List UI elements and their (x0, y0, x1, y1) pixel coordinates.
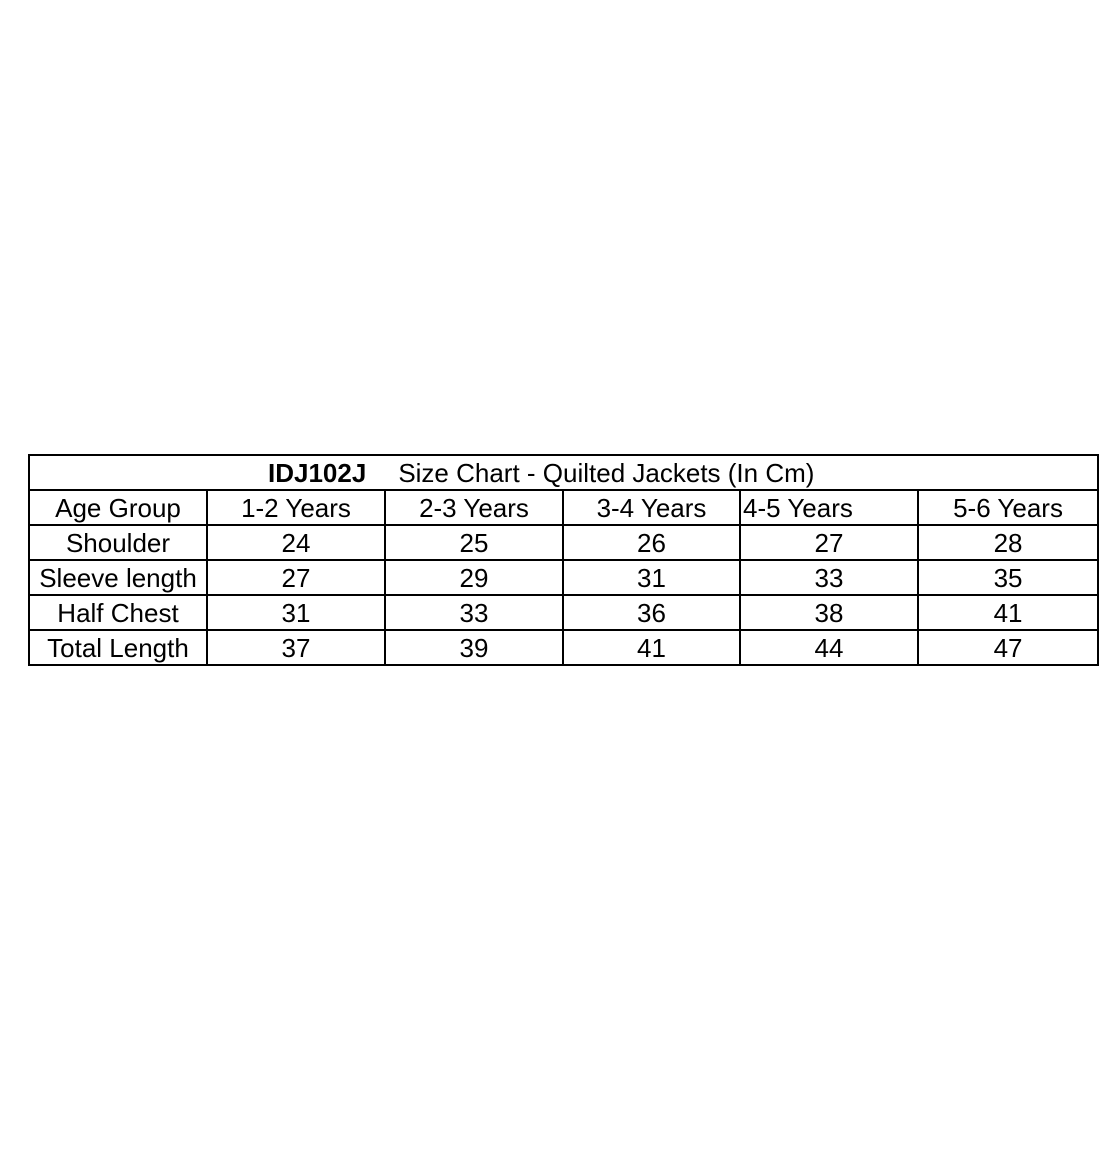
table-cell: 41 (563, 630, 740, 665)
header-row (29, 490, 1098, 525)
table-cell: 25 (385, 525, 563, 560)
table-cell: 31 (207, 595, 385, 630)
header-cell-3-4-years: 3-4 Years (563, 490, 740, 525)
table-cell: 38 (740, 595, 918, 630)
table-cell: 37 (207, 630, 385, 665)
table-cell: 27 (207, 560, 385, 595)
table-cell: 33 (385, 595, 563, 630)
table-row (29, 595, 1098, 630)
title-row (29, 455, 1098, 490)
table-cell: 26 (563, 525, 740, 560)
row-label: Half Chest (29, 595, 207, 630)
table-cell: 41 (918, 595, 1098, 630)
row-label: Shoulder (29, 525, 207, 560)
chart-title: Size Chart - Quilted Jackets (In Cm) (398, 457, 815, 488)
table-cell: 39 (385, 630, 563, 665)
table-cell: 24 (207, 525, 385, 560)
header-cell-age-group: Age Group (29, 490, 207, 525)
table-cell: 36 (563, 595, 740, 630)
row-label: Total Length (29, 630, 207, 665)
header-cell-5-6-years: 5-6 Years (918, 490, 1098, 525)
header-cell-2-3-years: 2-3 Years (385, 490, 563, 525)
row-label: Sleeve length (29, 560, 207, 595)
table-cell: 27 (740, 525, 918, 560)
table-cell: 31 (563, 560, 740, 595)
table-cell: 35 (918, 560, 1098, 595)
size-chart-table (28, 454, 1099, 666)
table-row (29, 630, 1098, 665)
table-row (29, 560, 1098, 595)
table-title (29, 455, 1098, 490)
table-cell: 29 (385, 560, 563, 595)
table-row (29, 525, 1098, 560)
table-cell: 47 (918, 630, 1098, 665)
table-cell: 44 (740, 630, 918, 665)
table-cell: 33 (740, 560, 918, 595)
table-cell: 28 (918, 525, 1098, 560)
header-cell-1-2-years: 1-2 Years (207, 490, 385, 525)
product-code: IDJ102J (268, 457, 367, 488)
header-cell-4-5-years: 4-5 Years (740, 490, 918, 525)
